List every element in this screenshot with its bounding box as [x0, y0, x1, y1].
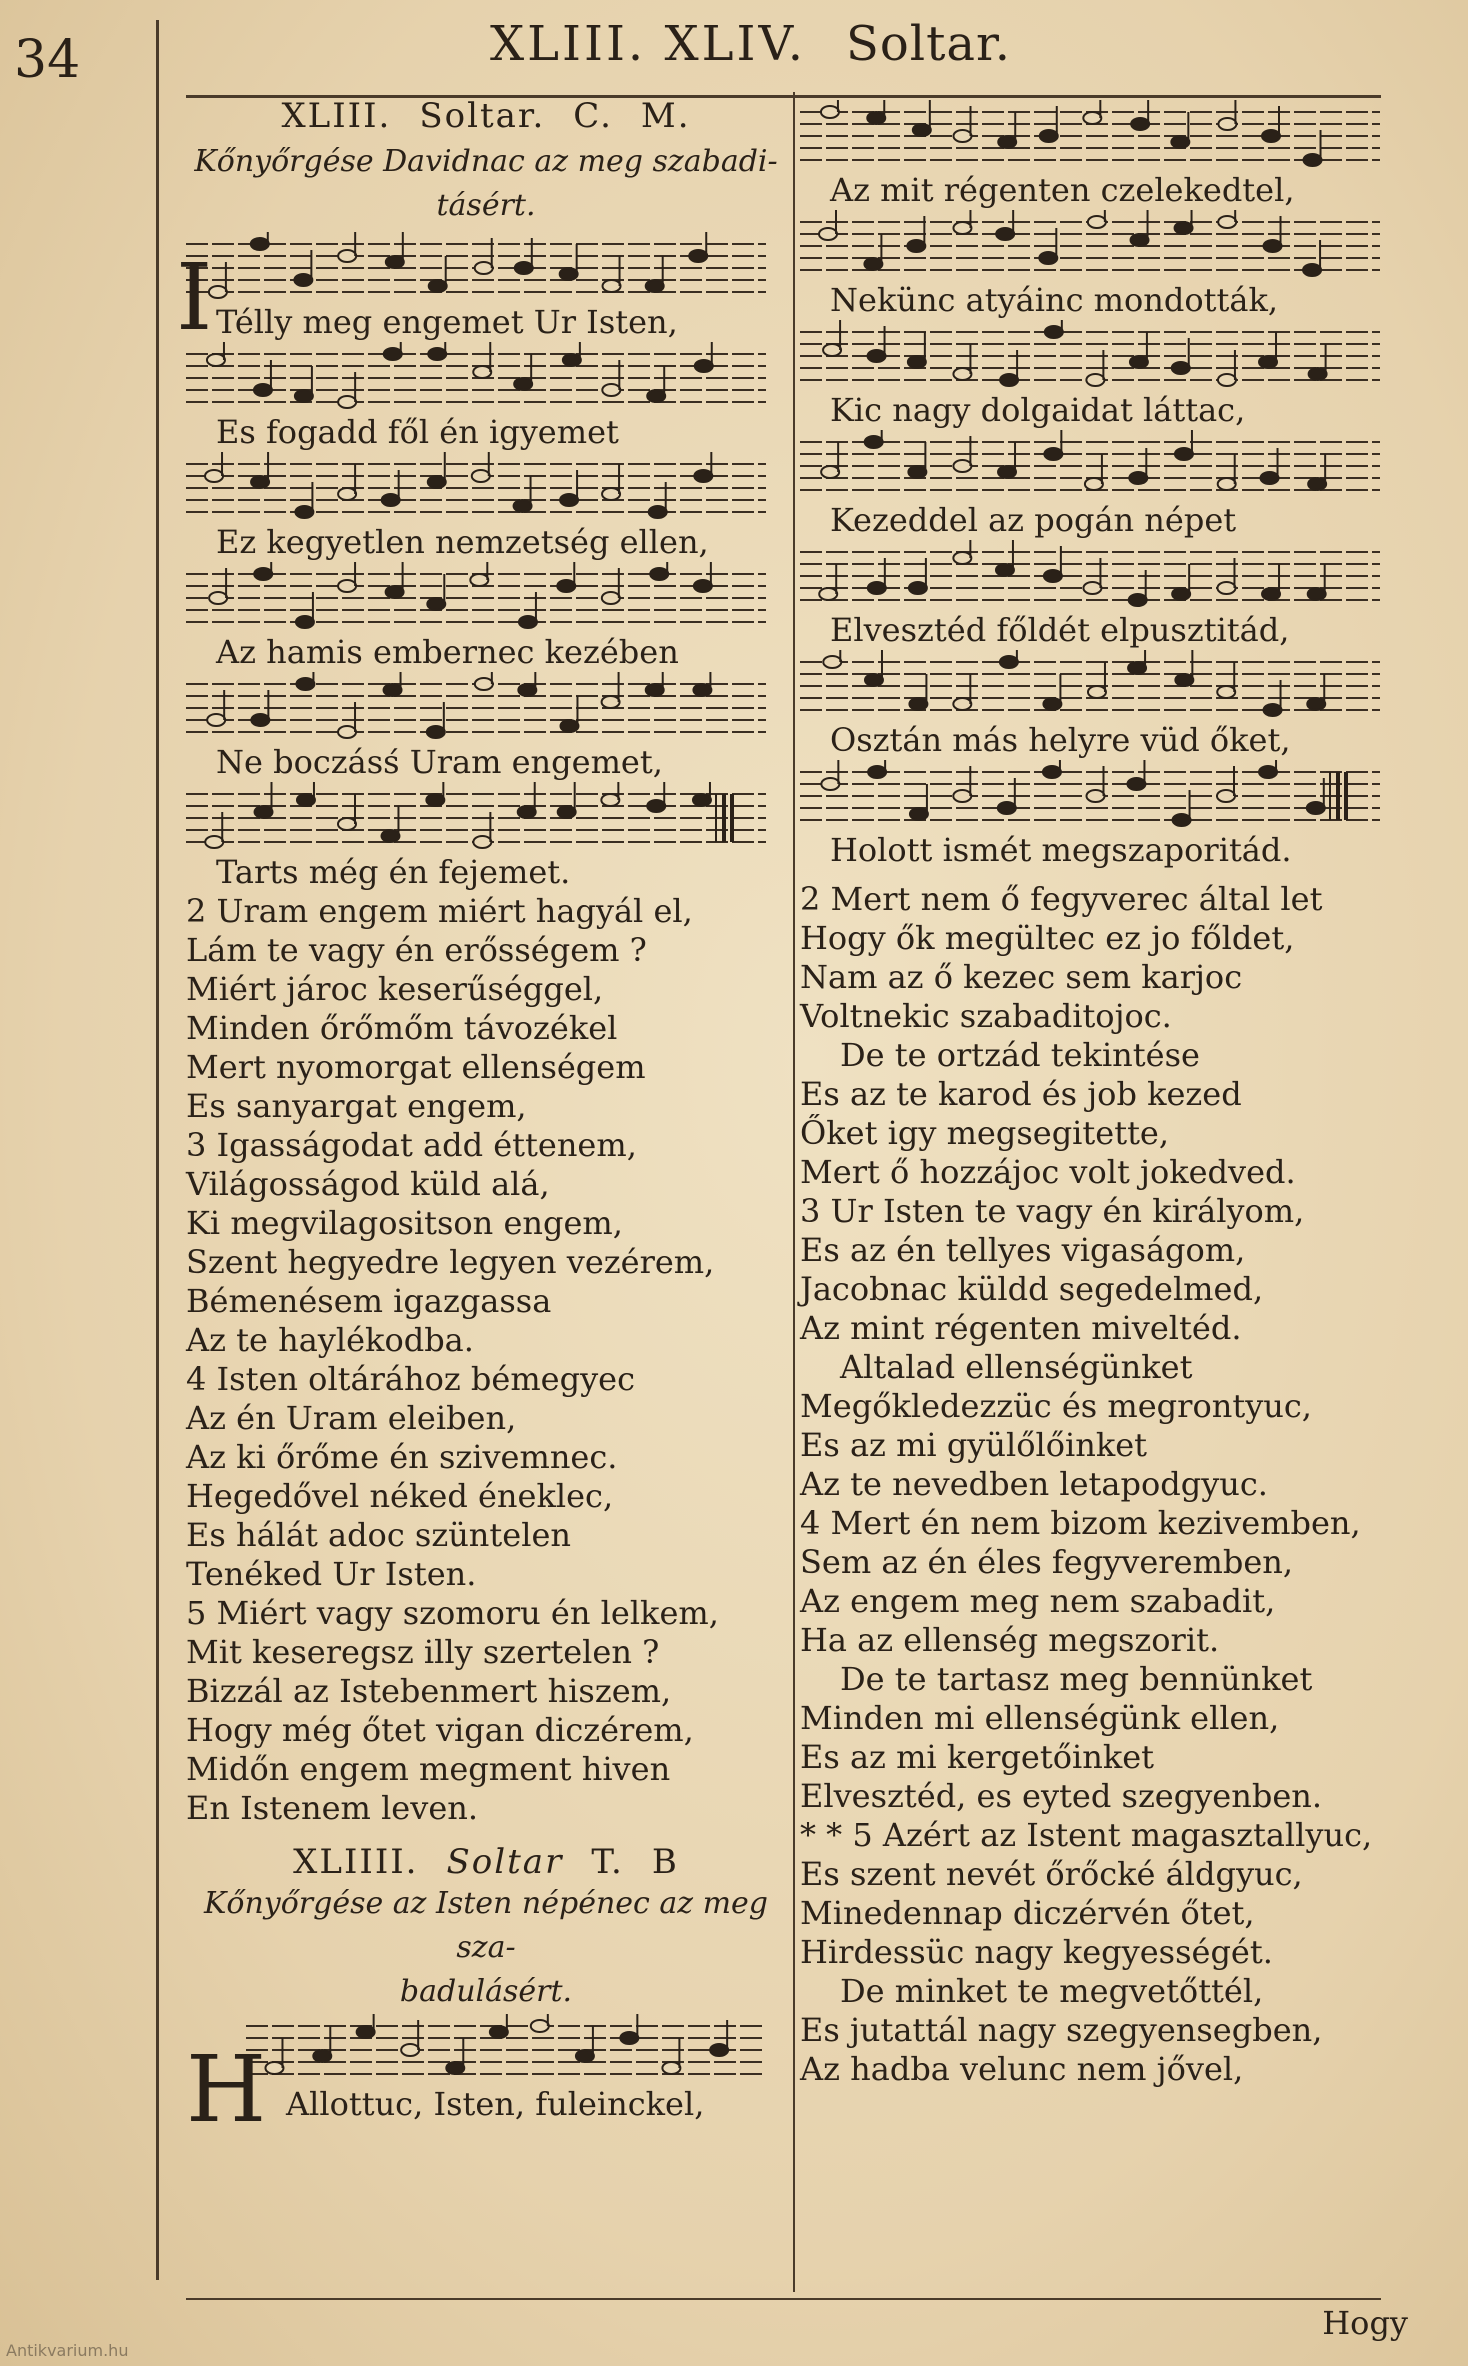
verse-line: Hogy ők megültec ez jo főldet, — [800, 919, 1295, 957]
verse-line: 4 Isten oltárához bémegyec — [186, 1360, 636, 1398]
music-staff — [800, 210, 1390, 280]
verse-line: * * 5 Azért az Istent magasztallyuc, — [800, 1816, 1373, 1854]
music-staff — [800, 540, 1390, 610]
verse-line: Ha az ellenség megszorit. — [800, 1621, 1220, 1659]
verse-line: 3 Ur Isten te vagy én királyom, — [800, 1192, 1305, 1230]
subtitle-line: Kőnyőrgése Davidnac az meg szabadi- — [194, 144, 778, 179]
lyric-line: Es fogadd fől én igyemet — [216, 413, 619, 451]
music-staff-graphic — [800, 540, 1380, 630]
verse-line: Hogy még őtet vigan diczérem, — [186, 1711, 694, 1749]
verse-line: 4 Mert én nem bizom kezivemben, — [800, 1504, 1361, 1542]
verse-line: Az engem meg nem szabadit, — [800, 1582, 1276, 1620]
lyric-line: Osztán más helyre vüd őket, — [830, 721, 1291, 759]
music-block — [176, 232, 786, 892]
lyric-line: Kezeddel az pogán népet — [830, 501, 1237, 539]
verse-line: Mert nyomorgat ellenségem — [186, 1048, 646, 1086]
music-staff-graphic — [186, 782, 766, 872]
verse-line: Az hadba velunc nem jővel, — [800, 2050, 1244, 2088]
subtitle-line: badulásért. — [399, 1974, 573, 2009]
psalm-number: XLIIII. — [293, 1842, 419, 1882]
verse-line: Altalad ellenségünket — [840, 1348, 1193, 1386]
music-staff — [186, 562, 786, 632]
music-staff — [246, 2014, 786, 2084]
psalm-word: Soltar. — [419, 96, 546, 136]
verse-line: 3 Igasságodat add éttenem, — [186, 1126, 637, 1164]
music-staff — [800, 320, 1390, 390]
verse-line: Elvesztéd, es eyted szegyenben. — [800, 1777, 1323, 1815]
catchword: Hogy — [1322, 2304, 1408, 2342]
psalm-number: XLIII. — [281, 96, 392, 136]
verse-line: Bizzál az Istebenmert hiszem, — [186, 1672, 672, 1710]
verse-line: Őket igy megsegitette, — [800, 1114, 1170, 1152]
verse-line: De te ortzád tekintése — [840, 1036, 1200, 1074]
verse-block — [186, 892, 786, 1828]
verse-line: Lám te vagy én erősségem ? — [186, 931, 647, 969]
music-staff — [186, 232, 786, 302]
verse-line: Minden mi ellenségünk ellen, — [800, 1699, 1280, 1737]
verse-line: Es jutattál nagy szegyensegben, — [800, 2011, 1323, 2049]
lyric-line: Elvesztéd főldét elpusztitád, — [830, 611, 1290, 649]
music-staff-graphic — [800, 320, 1380, 410]
music-staff — [186, 782, 786, 852]
verse-line: 2 Uram engem miért hagyál el, — [186, 892, 693, 930]
music-staff — [186, 672, 786, 742]
frame-rule-left — [156, 20, 159, 2280]
music-staff — [800, 760, 1390, 830]
psalm-heading-2 — [186, 1842, 786, 1882]
left-column — [176, 96, 786, 2143]
running-head-word: Soltar. — [845, 16, 1011, 72]
verse-line: De te tartasz meg bennünket — [840, 1660, 1313, 1698]
verse-line: Ki megvilagositson engem, — [186, 1204, 623, 1242]
verse-line: 5 Miért vagy szomoru én lelkem, — [186, 1594, 719, 1632]
mode-letter: B — [651, 1842, 679, 1882]
drop-initial: I — [176, 244, 213, 351]
music-staff-graphic — [800, 210, 1380, 300]
music-staff-graphic — [186, 232, 766, 322]
footer-rule — [186, 2298, 1381, 2300]
subtitle-line: tásért. — [436, 188, 536, 223]
psalm-subtitle-2 — [186, 1882, 786, 2014]
verse-line: Midőn engem megment hiven — [186, 1750, 671, 1788]
verse-line: De minket te megvetőttél, — [840, 1972, 1264, 2010]
verse-line: Minedennap diczérvén őtet, — [800, 1894, 1255, 1932]
verse-block — [800, 880, 1390, 2089]
music-staff-graphic — [186, 342, 766, 432]
subtitle-line: Kőnyőrgése az Isten népénec az meg sza- — [203, 1886, 768, 1965]
verse-line: Az mint régenten miveltéd. — [800, 1309, 1242, 1347]
music-staff-graphic — [186, 452, 766, 542]
verse-line: Nam az ő kezec sem karjoc — [800, 958, 1243, 996]
music-staff-graphic — [800, 760, 1380, 850]
verse-line: Es hálát adoc szüntelen — [186, 1516, 571, 1554]
verse-line: Es az mi kergetőinket — [800, 1738, 1155, 1776]
right-column — [800, 100, 1390, 2089]
lyric-line: Az mit régenten czelekedtel, — [830, 171, 1295, 209]
verse-line: 2 Mert nem ő fegyverec által let — [800, 880, 1323, 918]
lyric-line: Tarts még én fejemet. — [216, 853, 571, 891]
lyric-line: Allottuc, Isten, fuleinckel, — [286, 2085, 705, 2123]
verse-line: Az te haylékodba. — [186, 1321, 474, 1359]
mode-letter: M. — [640, 96, 691, 136]
running-head — [490, 16, 1011, 72]
music-staff-graphic — [800, 430, 1380, 520]
verse-line: Jacobnac küldd segedelmed, — [800, 1270, 1264, 1308]
running-head-numbers: XLIII. XLIV. — [490, 16, 806, 72]
verse-line: Miért jároc keserűséggel, — [186, 970, 604, 1008]
music-staff-graphic — [186, 562, 766, 652]
verse-line: En Istenem leven. — [186, 1789, 479, 1827]
psalm-subtitle — [186, 140, 786, 228]
verse-line: Hirdessüc nagy kegyességét. — [800, 1933, 1273, 1971]
verse-line: Es az én tellyes vigaságom, — [800, 1231, 1246, 1269]
verse-line: Szent hegyedre legyen vezérem, — [186, 1243, 715, 1281]
lyric-line: Kic nagy dolgaidat láttac, — [830, 391, 1246, 429]
verse-line: Mit keseregsz illy szertelen ? — [186, 1633, 660, 1671]
lyric-line: Ez kegyetlen nemzetség ellen, — [216, 523, 709, 561]
verse-line: Hegedővel néked éneklec, — [186, 1477, 614, 1515]
drop-initial: H — [186, 2036, 267, 2143]
verse-line: Az én Uram eleiben, — [186, 1399, 517, 1437]
lyric-line: Az hamis embernec kezében — [216, 633, 679, 671]
psalm-heading — [186, 96, 786, 136]
psalm-word: Soltar — [446, 1842, 564, 1882]
verse-line: Bémenésem igazgassa — [186, 1282, 552, 1320]
tune-letter: C. — [573, 96, 613, 136]
verse-line: Az te nevedben letapodgyuc. — [800, 1465, 1268, 1503]
lyric-line: Nekünc atyáinc mondották, — [830, 281, 1278, 319]
verse-line: Tenéked Ur Isten. — [186, 1555, 477, 1593]
music-staff-graphic — [800, 650, 1380, 740]
verse-line: Minden őrőmőm távozékel — [186, 1009, 618, 1047]
verse-line: Sem az én éles fegyveremben, — [800, 1543, 1294, 1581]
music-staff-graphic — [800, 100, 1380, 190]
verse-line: Az ki őrőme én szivemnec. — [186, 1438, 618, 1476]
verse-line: Es sanyargat engem, — [186, 1087, 527, 1125]
music-staff-graphic — [186, 672, 766, 762]
music-staff — [186, 452, 786, 522]
lyric-line: Ne boczásś Uram engemet, — [216, 743, 663, 781]
music-block-2 — [186, 2014, 786, 2143]
verse-line: Megőkledezzüc és megrontyuc, — [800, 1387, 1312, 1425]
music-staff — [800, 100, 1390, 170]
page-number: 34 — [14, 30, 81, 90]
music-staff — [800, 650, 1390, 720]
lyric-line: Holott ismét megszaporitád. — [830, 831, 1292, 869]
music-block — [800, 100, 1390, 870]
verse-line: Es szent nevét őrőcké áldgyuc, — [800, 1855, 1303, 1893]
verse-line: Voltnekic szabaditojoc. — [800, 997, 1172, 1035]
column-divider — [793, 92, 795, 2292]
verse-line: Es az te karod és job kezed — [800, 1075, 1242, 1113]
watermark: Antikvarium.hu — [6, 2341, 129, 2360]
verse-line: Világosságod küld alá, — [186, 1165, 550, 1203]
music-staff-graphic — [246, 2014, 766, 2104]
verse-line: Es az mi gyülőlőinket — [800, 1426, 1148, 1464]
music-staff — [800, 430, 1390, 500]
tune-letter: T. — [591, 1842, 624, 1882]
music-staff — [186, 342, 786, 412]
verse-line: Mert ő hozzájoc volt jokedved. — [800, 1153, 1296, 1191]
lyric-line: Télly meg engemet Ur Isten, — [216, 303, 678, 341]
